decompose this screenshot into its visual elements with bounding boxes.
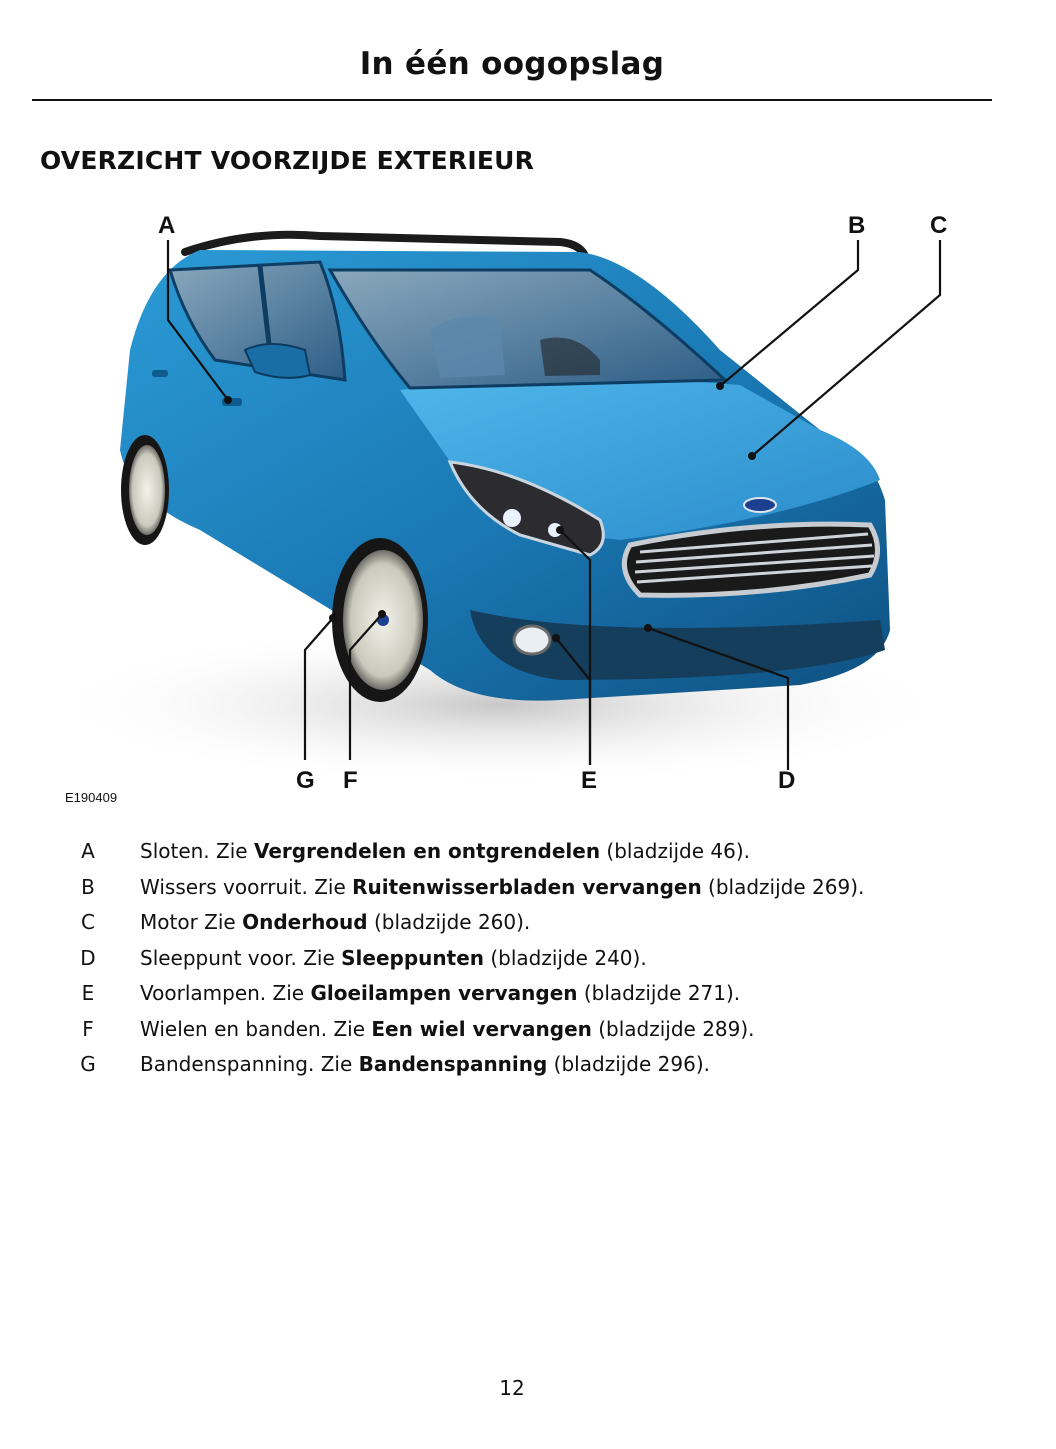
leader-b — [720, 240, 858, 386]
legend-reference: Bandenspanning — [358, 1052, 548, 1076]
callout-d: D — [778, 767, 796, 794]
side-mirror — [245, 344, 310, 378]
legend-key: F — [82, 1016, 94, 1041]
legend-row-d — [0, 943, 1056, 977]
legend-reference: Een wiel vervangen — [371, 1016, 592, 1041]
header-divider — [32, 99, 992, 101]
rear-door-handle — [152, 370, 168, 377]
legend-row-f — [0, 1014, 1056, 1048]
car-front-exterior-illustration — [0, 200, 1056, 810]
section-title: OVERZICHT VOORZIJDE EXTERIEUR — [40, 146, 535, 175]
page-number: 12 — [499, 1376, 525, 1400]
headlight-lens — [503, 509, 521, 527]
callout-f: F — [343, 767, 358, 794]
legend-reference: Ruitenwisserbladen vervangen — [352, 874, 702, 899]
legend-text: Motor Zie Onderhoud (bladzijde 260). — [140, 910, 531, 934]
legend-key: E — [81, 981, 95, 1005]
legend-key: D — [80, 945, 96, 970]
callout-c: C — [930, 212, 948, 239]
legend-reference: Onderhoud — [242, 910, 368, 934]
figure-id: E190409 — [65, 790, 118, 805]
legend-key: B — [81, 874, 95, 899]
brand-badge — [744, 498, 776, 512]
fog-light — [514, 626, 550, 654]
legend-text: Sleeppunt voor. Zie Sleeppunten (bladzijde 240). — [140, 945, 647, 970]
rear-rim — [129, 445, 165, 535]
legend-text: Voorlampen. Zie Gloeilampen vervangen (bladzijde 271). — [140, 981, 741, 1005]
page-header-title: In één oogopslag — [359, 46, 665, 82]
legend-reference: Sleeppunten — [341, 945, 485, 970]
callout-b: B — [848, 212, 866, 239]
legend-text: Bandenspanning. Zie Bandenspanning (bladzijde 296). — [140, 1052, 710, 1076]
legend-key: A — [81, 839, 95, 863]
legend-text: Wielen en banden. Zie Een wiel vervangen (bladzijde 289). — [140, 1016, 755, 1041]
legend-row-a — [0, 836, 1056, 870]
seat — [430, 317, 505, 378]
legend-reference: Gloeilampen vervangen — [310, 981, 578, 1005]
car-illustration-svg — [0, 200, 1056, 810]
legend-key: C — [81, 910, 95, 934]
legend-text: Sloten. Zie Vergrendelen en ontgrendelen (bladzijde 46). — [140, 839, 751, 863]
callout-a: A — [158, 212, 176, 239]
legend-text: Wissers voorruit. Zie Ruitenwisserbladen vervangen (bladzijde 269). — [140, 874, 865, 899]
legend-row-g — [0, 1049, 1056, 1083]
callout-g: G — [296, 767, 315, 794]
legend-row-c — [0, 907, 1056, 941]
callout-e: E — [581, 767, 598, 794]
legend-reference: Vergrendelen en ontgrendelen — [253, 839, 601, 863]
legend-key: G — [80, 1052, 96, 1076]
legend-row-b — [0, 872, 1056, 906]
legend-row-e — [0, 978, 1056, 1012]
